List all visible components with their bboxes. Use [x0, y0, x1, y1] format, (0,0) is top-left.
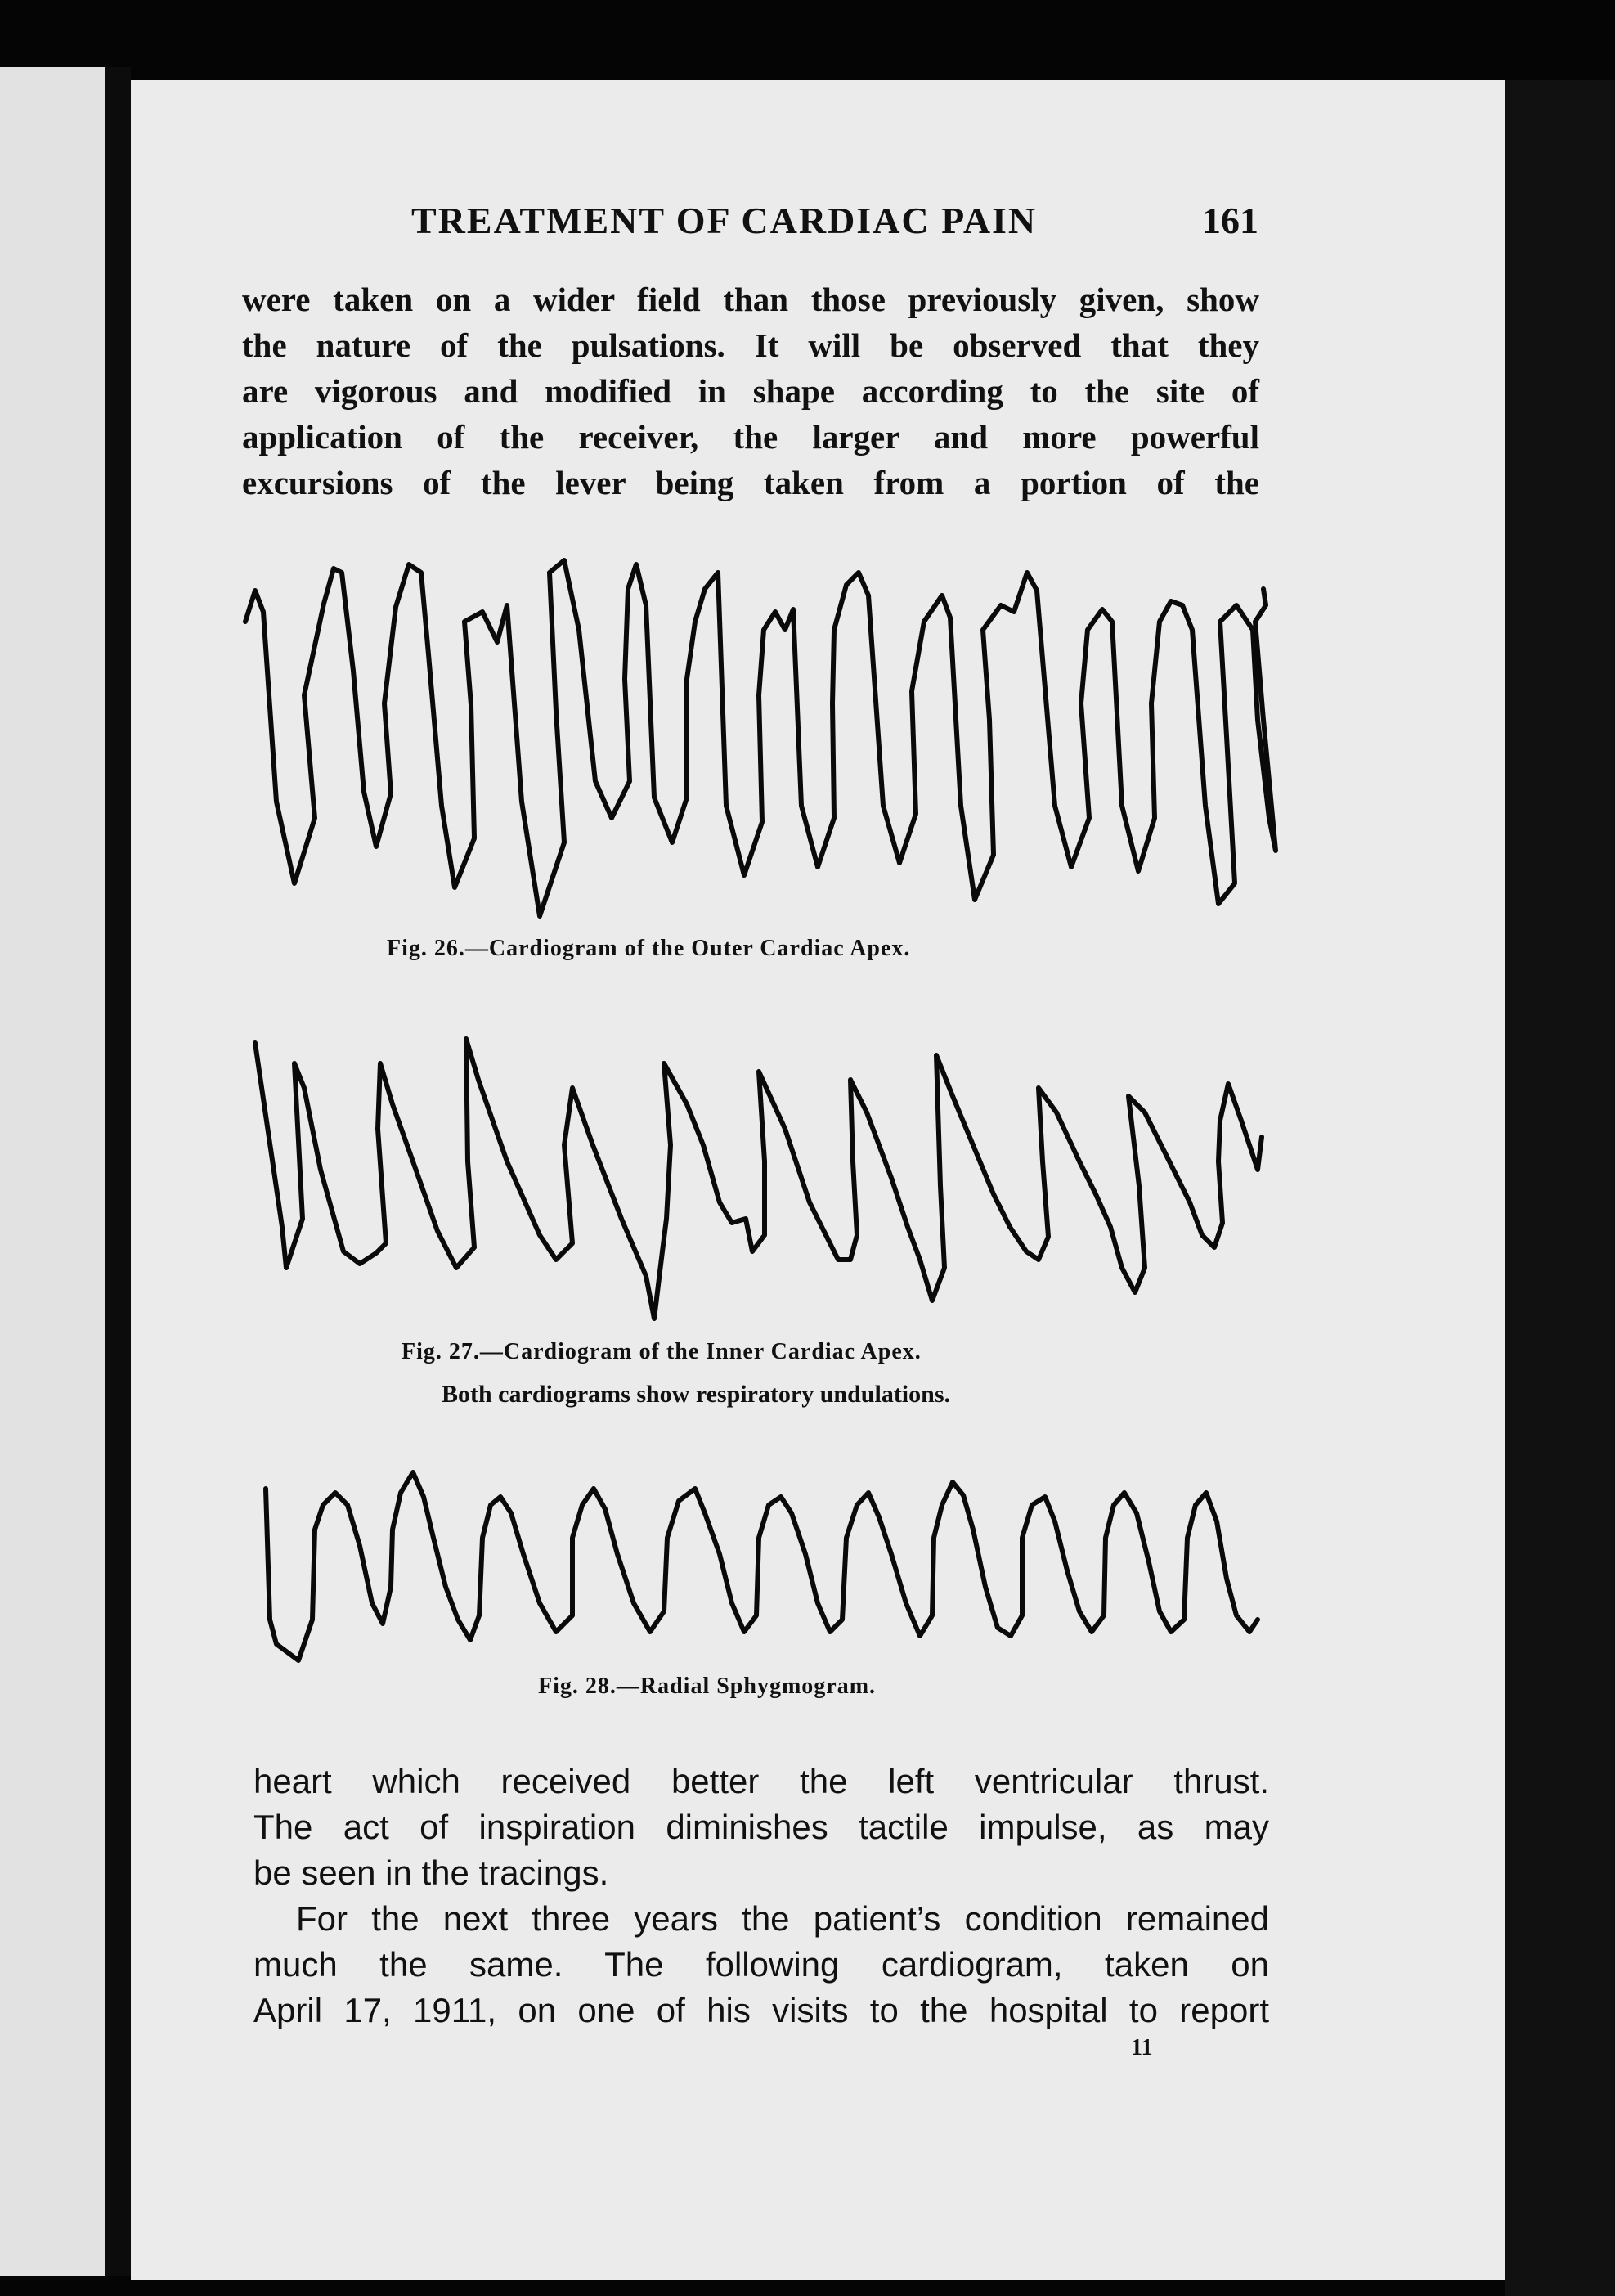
text-line: heart which received better the left ventricular thrust.	[253, 1762, 1269, 1800]
page-number: 161	[1202, 200, 1258, 241]
text-line: The act of inspiration diminishes tactile impulse, as may	[253, 1808, 1269, 1846]
text-line: were taken on a wider field than those previously given, show	[242, 281, 1259, 318]
text-line: be seen in the tracings.	[253, 1853, 609, 1892]
paragraph-final	[253, 1896, 1269, 2033]
signature-mark: 11	[1131, 2035, 1153, 2060]
text-line: April 17, 1911, on one of his visits to the hospital to report	[253, 1991, 1269, 2029]
text-line: the nature of the pulsations. It will be observed that they	[242, 326, 1259, 364]
text-line: are vigorous and modified in shape according to the site of	[242, 372, 1259, 410]
trace-line	[266, 1472, 1258, 1660]
text-line: application of the receiver, the larger and more powerful	[242, 418, 1259, 456]
running-head: TREATMENT OF CARDIAC PAIN	[411, 200, 1038, 241]
text-line: For the next three years the patient’s condition remained	[296, 1899, 1269, 1938]
figure-28-caption: Fig. 28.—Radial Sphygmogram.	[538, 1674, 877, 1699]
figure-27-caption: Fig. 27.—Cardiogram of the Inner Cardiac Apex.	[402, 1339, 922, 1364]
figure-27-note: Both cardiograms show respiratory undulations.	[442, 1381, 951, 1408]
figure-26-caption: Fig. 26.—Cardiogram of the Outer Cardiac Apex.	[387, 936, 911, 961]
text-line: excursions of the lever being taken from a portion of the	[242, 464, 1259, 501]
paragraph-continuation	[253, 1759, 1269, 1896]
text-line: much the same. The following cardiogram, taken on	[253, 1945, 1269, 1984]
